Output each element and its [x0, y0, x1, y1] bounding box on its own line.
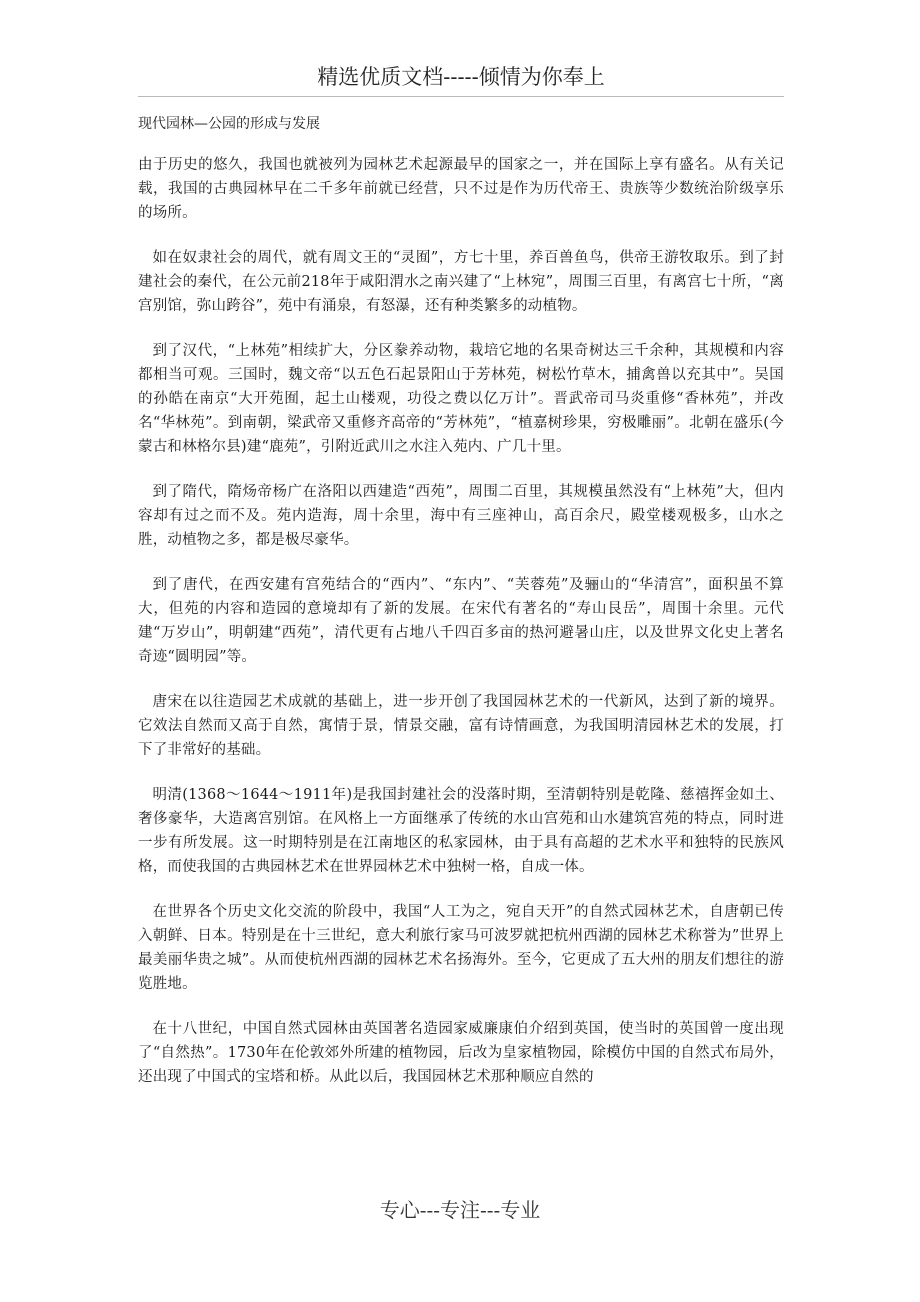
paragraph-intro: 由于历史的悠久，我国也就被列为园林艺术起源最早的国家之一，并在国际上享有盛名。从有关记载，我国的古典园林早在二千多年前就已经营，只不过是作为历代帝王、贵族等少数统治阶级享乐的场所。	[138, 157, 784, 221]
paragraph-zhou-qin: 如在奴隶社会的周代，就有周文王的“灵囿”，方七十里，养百兽鱼鸟，供帝王游牧取乐。到了封建社会的秦代，在公元前218年于咸阳渭水之南兴建了“上林宛”，周围三百里，有离宫七十所，“离宫别馆，弥山跨谷”，苑中有涌泉，有怒瀑，还有种类繁多的动植物。	[138, 250, 784, 314]
paragraph-han: 到了汉代，“上林苑”相续扩大，分区豢养动物，栽培它地的名果奇树达三千余种，其规模和内容都相当可观。三国时，魏文帝“以五色石起景阳山于芳林苑，树松竹草木，捕禽兽以充其中”。吴国的孙皓在南京“大开苑囿，起土山楼观，功役之费以亿万计”。晋武帝司马炎重修“香林苑”，并改名“华林苑”。到南朝，梁武帝又重修齐高帝的“芳林苑”，“植嘉树珍果，穷极雕丽”。北朝在盛乐(今蒙古和林格尔县)建“鹿苑”，引附近武川之水注入苑内、广几十里。	[138, 343, 784, 455]
paragraph-ming-qing: 明清(1368～1644～1911年)是我国封建社会的没落时期，至清朝特别是乾隆、慈禧挥金如土、奢侈豪华，大造离宫别馆。在风格上一方面继承了传统的水山宫苑和山水建筑宫苑的特点，同时进一步有所发展。这一时期特别是在江南地区的私家园林，由于具有高超的艺术水平和独特的民族风格，而使我国的古典园林艺术在世界园林艺术中独树一格，自成一体。	[138, 787, 784, 875]
document-title: 现代园林—公园的形成与发展	[138, 116, 320, 132]
paragraph-tang: 到了唐代，在西安建有宫苑结合的“西内”、“东内”、“芙蓉苑”及骊山的“华清宫”，面积虽不算大，但苑的内容和造园的意境却有了新的发展。在宋代有著名的“寿山艮岳”，周围十余里。元代建“万岁山”，明朝建“西苑”，清代更有占地八千四百多亩的热河避暑山庄，以及世界文化史上著名奇迹“圆明园”等。	[138, 577, 784, 665]
paragraph-18th-century: 在十八世纪，中国自然式园林由英国著名造园家威廉康伯介绍到英国，使当时的英国曾一度出现了“自然热”。1730年在伦敦郊外所建的植物园，后改为皇家植物园，除模仿中国的自然式布局外，还出现了中国式的宝塔和桥。从此以后，我国园林艺术那种顺应自然的	[138, 1021, 784, 1085]
paragraph-exchange: 在世界各个历史文化交流的阶段中，我国“人工为之，宛自天开”的自然式园林艺术，自唐朝已传入朝鲜、日本。特别是在十三世纪，意大利旅行家马可波罗就把杭州西湖的园林艺术称誉为”世界上最美丽华贵之城”。从而使杭州西湖的园林艺术名扬海外。至今，它更成了五大州的朋友们想往的游览胜地。	[138, 904, 784, 992]
page-header: 精选优质文档-----倾情为你奉上	[138, 62, 784, 97]
paragraph-sui: 到了隋代，隋炀帝杨广在洛阳以西建造“西苑”，周围二百里，其规模虽然没有“上林苑”大，但内容却有过之而不及。苑内造海，周十余里，海中有三座神山，高百余尺，殿堂楼观极多，山水之胜，动植物之多，都是极尽豪华。	[138, 484, 784, 548]
document-body	[138, 153, 784, 1110]
paragraph-tang-song: 唐宋在以往造园艺术成就的基础上，进一步开创了我国园林艺术的一代新风，达到了新的境界。它效法自然而又高于自然，寓情于景，情景交融，富有诗情画意，为我国明清园林艺术的发展，打下了非常好的基础。	[138, 694, 784, 758]
page-footer: 专心---专注---专业	[379, 1198, 541, 1222]
